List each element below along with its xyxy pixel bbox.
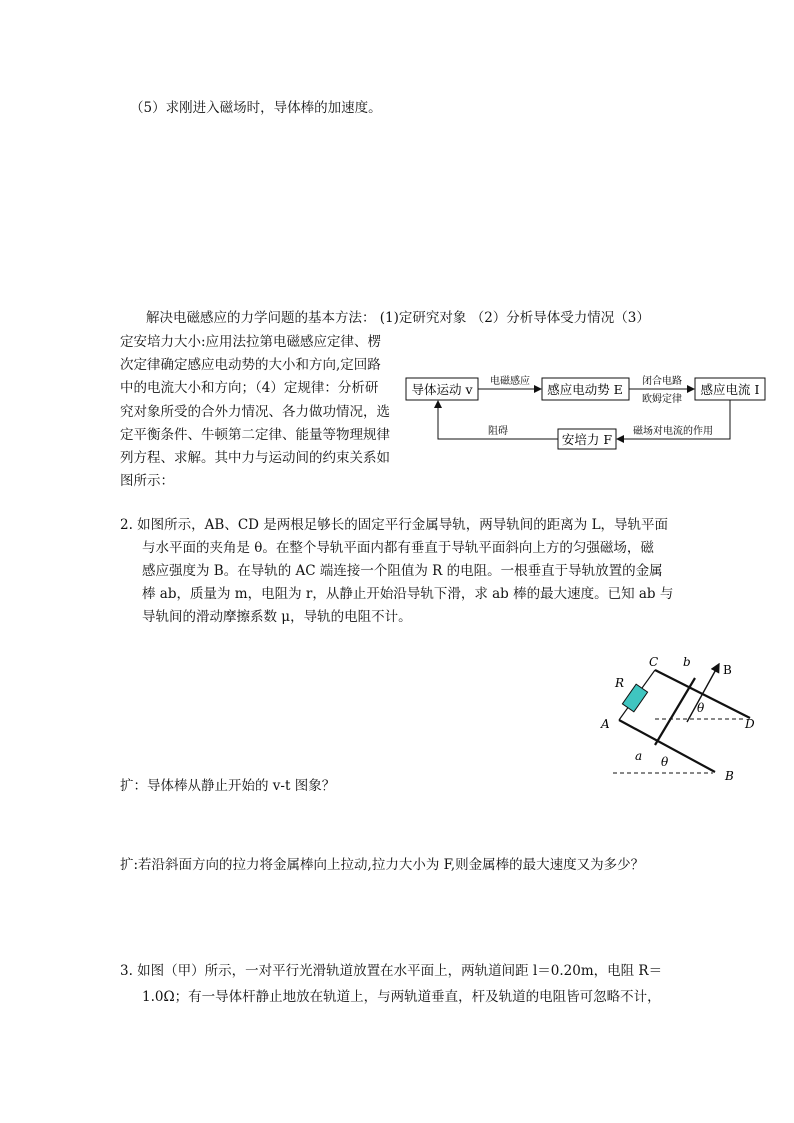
method-line: 次定律确定感应电动势的大小和方向,定回路: [120, 357, 381, 374]
question-3: [120, 958, 662, 1010]
label-theta-2: θ: [661, 755, 669, 769]
box-conductor-motion-label: 导体运动 v: [411, 382, 473, 397]
label-a-upper: A: [601, 717, 610, 731]
extension-1: 扩：导体棒从静止开始的 v-t 图象？: [120, 778, 336, 794]
method-line: 中的电流大小和方向；（4）定规律：分析研: [120, 380, 379, 397]
label-d: D: [745, 717, 755, 731]
box-induced-current-label: 感应电流 I: [700, 382, 760, 397]
resistor-r: [622, 684, 647, 712]
q2-line: 2. 如图所示，AB、CD 是两根足够长的固定平行金属导轨，两导轨间的距离为 L，导轨平面: [120, 517, 669, 533]
method-body: [120, 331, 390, 493]
arrow-ohms-law-top-label: 闭合电路: [642, 376, 682, 387]
metal-bar-ab: [655, 678, 695, 745]
method-line: 定安培力大小:应用法拉第电磁感应定律、楞: [120, 334, 382, 350]
arrow-oppose-label: 阻碍: [488, 426, 508, 437]
incline-rails-figure: [595, 650, 770, 790]
q2-line: 棒 ab，质量为 m，电阻为 r，从静止开始沿导轨下滑，求 ab 棒的最大速度。已知 ab 与: [142, 586, 674, 602]
q3-line: 3. 如图（甲）所示，一对平行光滑轨道放置在水平面上，两轨道间距 l＝0.20m，电阻 R＝: [120, 963, 663, 979]
label-b-field: B: [723, 663, 732, 677]
arrow-ohms-law-bottom-label: 欧姆定律: [642, 394, 682, 405]
arrow-field-on-current-label: 磁场对电流的作用: [633, 426, 713, 437]
question-5: （5）求刚进入磁场时，导体棒的加速度。: [130, 100, 382, 116]
arrow-em-induction-label: 电磁感应: [490, 376, 530, 387]
box-induced-emf-label: 感应电动势 E: [547, 382, 623, 397]
q2-line: 导轨间的滑动摩擦系数 μ，导轨的电阻不计。: [142, 609, 412, 625]
box-ampere-force-label: 安培力 F: [561, 432, 613, 447]
label-theta-1: θ: [697, 701, 705, 715]
label-r: R: [615, 676, 625, 690]
label-c: C: [649, 655, 659, 669]
force-motion-flow-diagram: [400, 365, 772, 455]
method-line: 图所示：: [120, 473, 174, 490]
q2-line: 感应强度为 B。在导轨的 AC 端连接一个阻值为 R 的电阻。一根垂直于导轨放置的金属: [142, 563, 663, 579]
extension-2: 扩:若沿斜面方向的拉力将金属棒向上拉动,拉力大小为 F,则金属棒的最大速度又为多少？: [120, 857, 645, 873]
label-b: b: [683, 655, 691, 669]
label-a-lower: a: [635, 749, 643, 763]
method-line: 究对象所受的合外力情况、各力做功情况，选: [120, 403, 390, 420]
q3-line: 1.0Ω；有一导体杆静止地放在轨道上，与两轨道垂直，杆及轨道的电阻皆可忽略不计，: [142, 989, 661, 1005]
question-2: [120, 514, 673, 629]
method-line: 列方程、求解。其中力与运动间的约束关系如: [120, 450, 390, 467]
label-b-end: B: [725, 769, 734, 783]
method-line: 定平衡条件、牛顿第二定律、能量等物理规律: [120, 426, 390, 443]
q2-line: 与水平面的夹角是 θ。在整个导轨平面内都有垂直于导轨平面斜向上方的匀强磁场，磁: [142, 540, 654, 556]
method-intro: 解决电磁感应的力学问题的基本方法： (1)定研究对象 （2）分析导体受力情况（3）: [146, 310, 650, 326]
